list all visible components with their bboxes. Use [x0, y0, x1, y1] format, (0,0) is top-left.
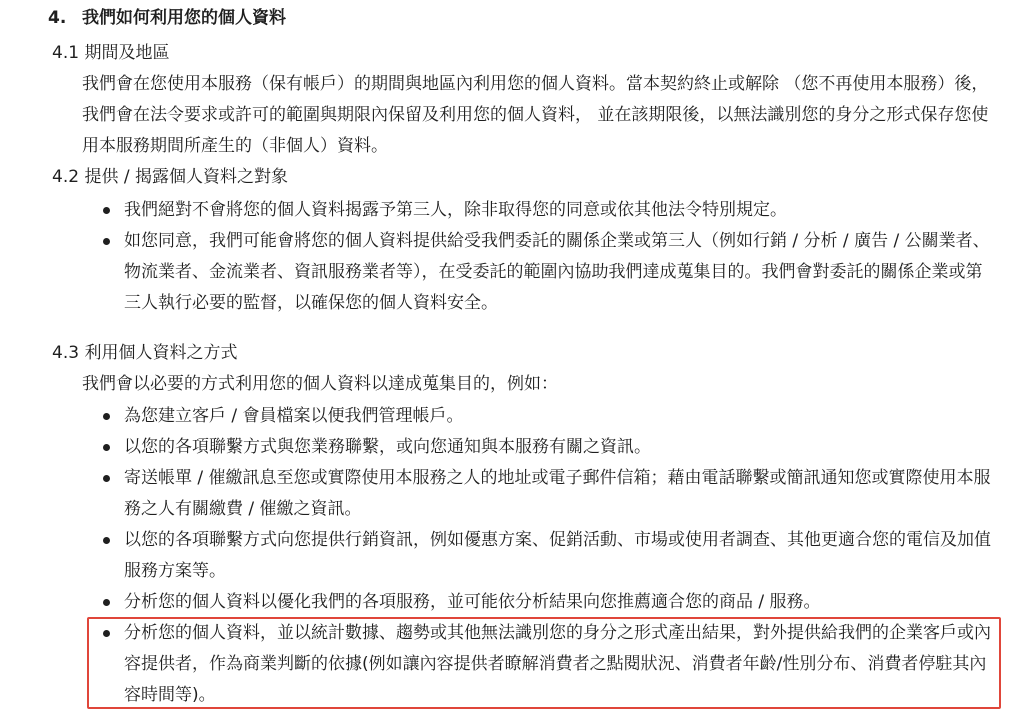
bullet-icon: [103, 444, 110, 451]
list-item: [82, 463, 992, 525]
list-item-text: 以您的各項聯繫方式向您提供行銷資訊，例如優惠方案、促銷活動、市場或使用者調查、其他更適合您的電信及加值服務方案等。: [124, 530, 991, 581]
list-item-text: 分析您的個人資料，並以統計數據、趨勢或其他無法識別您的身分之形式產出結果，對外提供給我們的企業客戶或內容提供者，作為商業判斷的依據(例如讓內容提供者瞭解消費者之點閱狀況、消費者年齡/性別分布、消費者停駐其內容時間等)。: [124, 623, 991, 705]
list-item-text: 如您同意，我們可能會將您的個人資料提供給受我們委託的關係企業或第三人（例如行銷 / 分析 / 廣告 / 公關業者、 物流業者、金流業者、資訊服務業者等），在受委託的範圍內協助我們達成蒐集目的。我們會對委託的關係企業或第三人執行必要的監督，以確保您的個人資料安全。: [124, 231, 990, 313]
list-item: [82, 195, 992, 226]
list-item-text: 我們絕對不會將您的個人資料揭露予第三人，除非取得您的同意或依其他法令特別規定。: [124, 200, 787, 220]
bullet-icon: [103, 413, 110, 420]
subheading-4-1: 4.1 期間及地區: [52, 43, 170, 63]
list-item-text: 以您的各項聯繫方式與您業務聯繫，或向您通知與本服務有關之資訊。: [124, 437, 651, 457]
list-item: [82, 525, 992, 587]
section-number: 4.: [48, 8, 67, 28]
list-4-2: [82, 195, 992, 319]
paragraph-4-1: 我們會在您使用本服務（保有帳戶）的期間與地區內利用您的個人資料。當本契約終止或解除 （您不再使用本服務）後，我們會在法令要求或許可的範圍與期限內保留及利用您的個人資料， 並在該期限後，以無法識別您的身分之形式保存您使用本服務期間所產生的（非個人）資料。: [82, 74, 989, 156]
highlight-box: [87, 617, 1001, 709]
list-item: [82, 587, 992, 618]
section-title: [48, 3, 286, 34]
section-title-text: 我們如何利用您的個人資料: [82, 8, 286, 28]
intro-4-3: 我們會以必要的方式利用您的個人資料以達成蒐集目的，例如：: [82, 374, 558, 394]
list-item: [82, 432, 992, 463]
subheading-4-2: 4.2 提供 / 揭露個人資料之對象: [52, 167, 288, 187]
list-item-text: 分析您的個人資料以優化我們的各項服務，並可能依分析結果向您推薦適合您的商品 / 服務。: [124, 592, 821, 612]
list-item: [82, 226, 992, 319]
list-item-text: 寄送帳單 / 催繳訊息至您或實際使用本服務之人的地址或電子郵件信箱；藉由電話聯繫或簡訊通知您或實際使用本服務之人有關繳費 / 催繳之資訊。: [124, 468, 991, 519]
bullet-icon: [103, 207, 110, 214]
list-item-text: 為您建立客戶 / 會員檔案以便我們管理帳戶。: [124, 406, 464, 426]
list-item: [82, 401, 992, 432]
bullet-icon: [103, 238, 110, 245]
bullet-icon: [103, 537, 110, 544]
bullet-icon: [103, 475, 110, 482]
subheading-4-3: 4.3 利用個人資料之方式: [52, 343, 238, 363]
bullet-icon: [103, 599, 110, 606]
